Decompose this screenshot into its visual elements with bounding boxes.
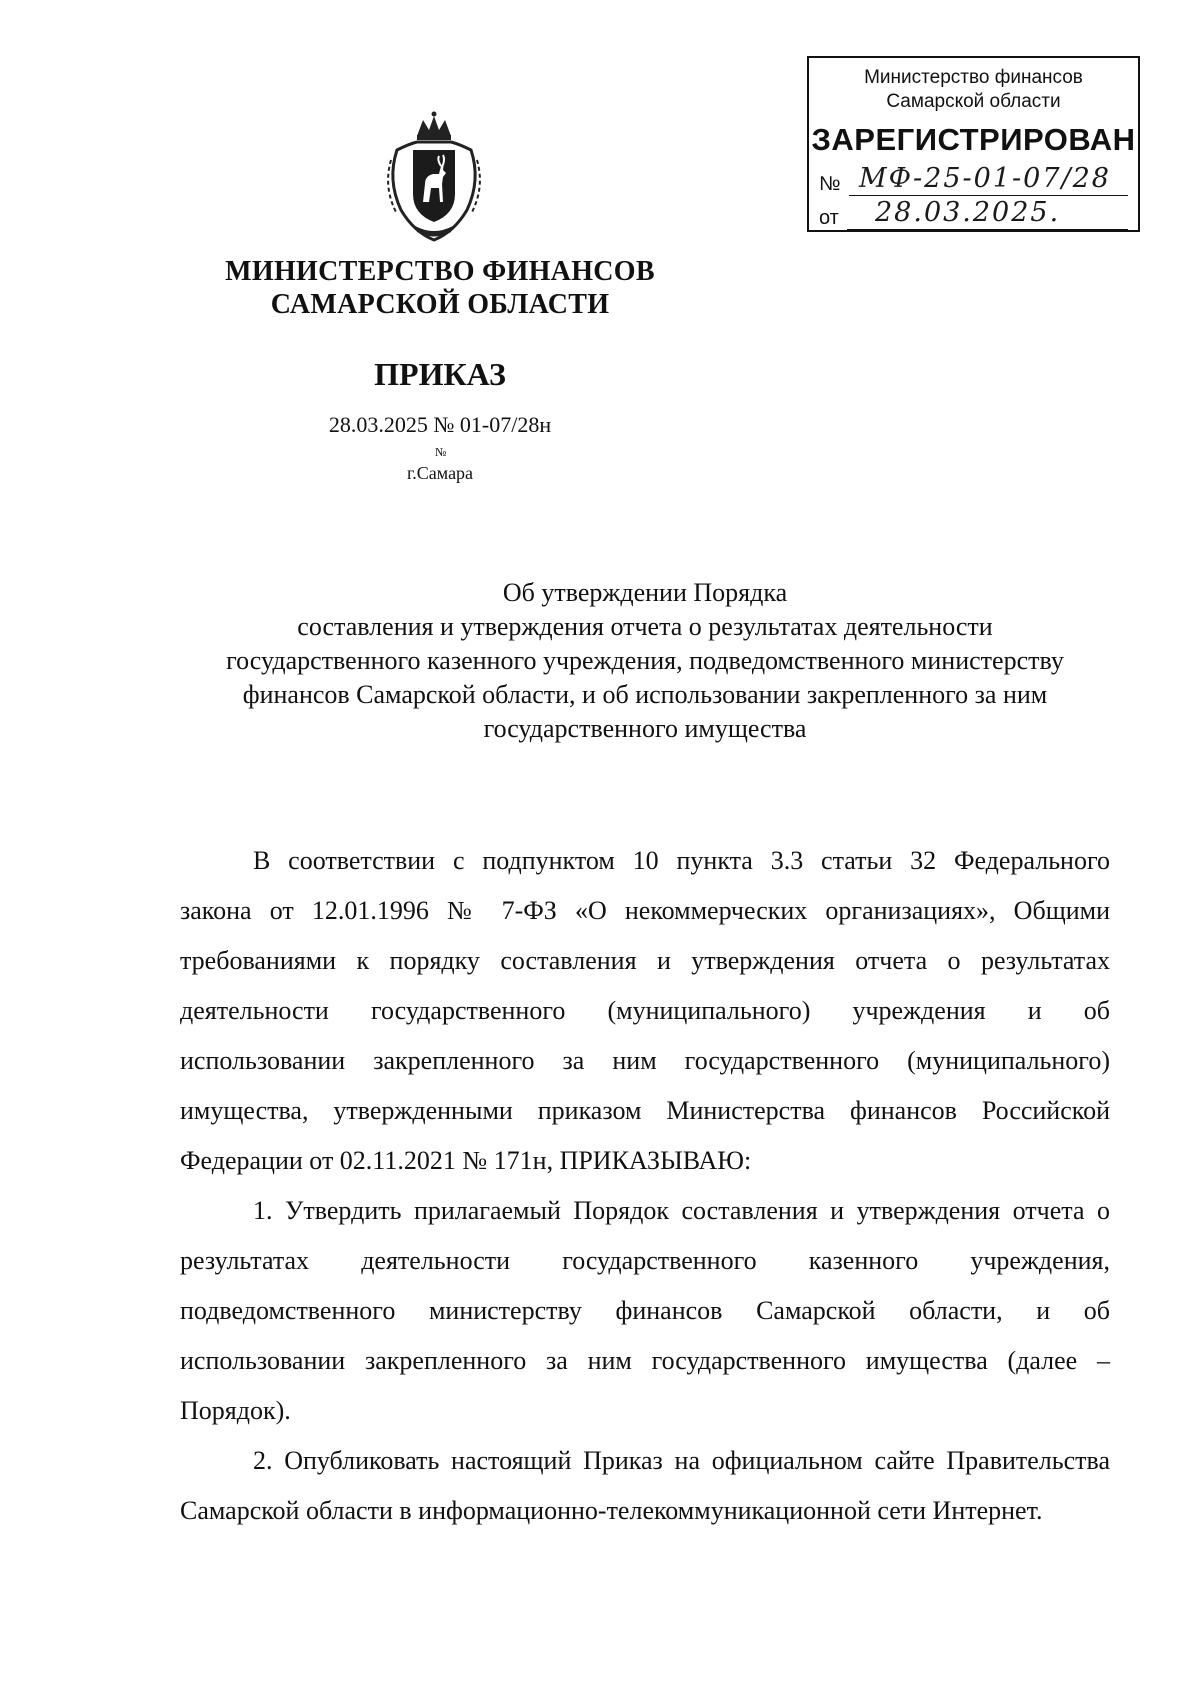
stamp-org-line1: Министерство финансов: [864, 67, 1083, 88]
document-city: г.Самара: [406, 463, 474, 483]
subject-line: государственного казенного учреждения, подведомственного министерству: [226, 646, 1064, 675]
stamp-status: ЗАРЕГИСТРИРОВАН: [811, 122, 1136, 157]
stamp-date-row: [819, 197, 1128, 232]
body-line: В соответствии с подпунктом 10 пункта 3.3 статьи 32 Федерального: [253, 846, 1110, 875]
document-subject: [190, 576, 1100, 746]
body-line: 1. Утвердить прилагаемый Порядок составления и утверждения отчета о: [253, 1196, 1110, 1225]
body-line: деятельности государственного (муниципального) учреждения и об: [180, 996, 1110, 1025]
stamp-number-prefix: №: [819, 173, 841, 195]
subject-line: государственного имущества: [483, 714, 807, 743]
subject-line: финансов Самарской области, и об использовании закрепленного за ним: [242, 680, 1048, 709]
stamp-org-line2: Самарской области: [886, 91, 1061, 112]
stamp-number-underline: [849, 195, 1128, 196]
body-line: подведомственного министерству финансов Самарской области, и об: [180, 1296, 1110, 1325]
body-line: Федерации от 02.11.2021 № 171н, ПРИКАЗЫВАЮ:: [180, 1146, 752, 1175]
stamp-date-underline: [847, 229, 1128, 230]
ministry-name-line2: САМАРСКОЙ ОБЛАСТИ: [270, 289, 610, 320]
body-line: закона от 12.01.1996 № 7-ФЗ «О некоммерческих организациях», Общими: [180, 896, 1110, 925]
body-line: результатах деятельности государственного казенного учреждения,: [180, 1246, 1110, 1275]
body-line: Порядок).: [180, 1396, 291, 1425]
body-line: использовании закрепленного за ним государственного (муниципального): [180, 1046, 1110, 1075]
document-date-number: 28.03.2025 № 01-07/28н: [328, 412, 552, 437]
samara-coat-of-arms-icon: [379, 110, 489, 246]
body-line: требованиями к порядку составления и утверждения отчета о результатах: [180, 946, 1110, 975]
body-line: 2. Опубликовать настоящий Приказ на официальном сайте Правительства: [253, 1446, 1110, 1475]
stamp-date-handwritten: 28.03.2025.: [875, 197, 1061, 228]
stamp-number-row: [819, 163, 1128, 198]
ministry-name-line1: МИНИСТЕРСТВО ФИНАНСОВ: [225, 256, 655, 287]
registration-stamp: [807, 56, 1140, 232]
small-number-mark: №: [435, 445, 447, 459]
document-type: ПРИКАЗ: [374, 356, 506, 392]
body-line: имущества, утвержденными приказом Министерства финансов Российской: [180, 1096, 1110, 1125]
subject-line: составления и утверждения отчета о результатах деятельности: [297, 612, 993, 641]
stamp-number-handwritten: МФ-25-01-07/28: [859, 163, 1111, 194]
document-body: [180, 836, 1110, 1536]
stamp-date-prefix: от: [819, 207, 839, 229]
body-line: Самарской области в информационно-телекоммуникационной сети Интернет.: [180, 1496, 1043, 1525]
body-line: использовании закрепленного за ним государственного имущества (далее –: [180, 1346, 1110, 1375]
subject-line: Об утверждении Порядка: [502, 578, 788, 607]
